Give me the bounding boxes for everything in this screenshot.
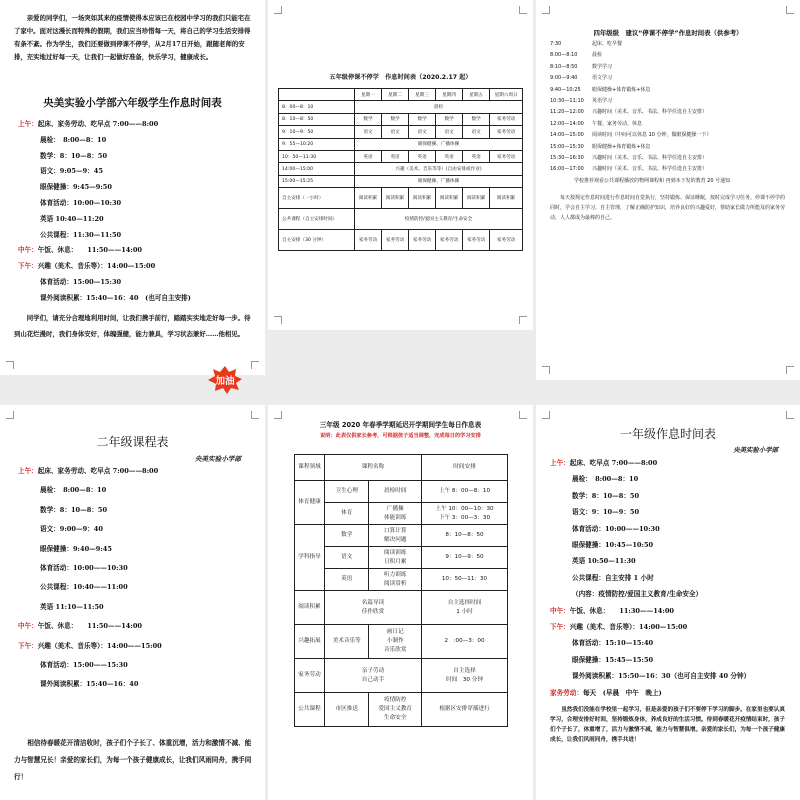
schedule-row <box>40 504 107 514</box>
schedule-item-text: 午饭、休息： 11:30——14:00 <box>569 606 674 615</box>
schedule-item-text: 数学：8：10—8：50 <box>40 505 108 514</box>
time-cell: 自主选择 时间 30 分钟 <box>422 659 508 693</box>
schedule-item-text: 每天 (早晨 中午 晚上) <box>582 688 662 697</box>
schedule-item-text: 公共课程：10:40——11:00 <box>40 583 128 592</box>
time-list-activity: 数学学习 <box>592 63 613 70</box>
table-header-cell: 星期一 <box>355 89 382 101</box>
subject-cell: 英语 <box>325 569 369 591</box>
schedule-item-text: 体育活动：15:00——15:30 <box>40 661 128 669</box>
table-cell: 数学 <box>409 113 436 125</box>
schedule-row <box>18 244 142 254</box>
table-cell: 阅读积累 <box>409 188 436 209</box>
schedule-item-text: 眼保健操：10:45—10:50 <box>572 541 654 549</box>
row-time-cell: 公共课程（自主安排时间） <box>279 209 355 230</box>
table-cell: 家务劳动 <box>382 230 409 251</box>
table-row <box>295 659 508 693</box>
schedule-item-text: 午饭、休息： 11:50——14:00 <box>37 622 142 631</box>
table-cell: 数学 <box>382 113 409 125</box>
schedule-row <box>18 640 162 650</box>
grade3-title: 三年级 2020 年春季学期延迟开学期间学生每日作息表 <box>319 421 482 429</box>
time-list-time: 8:00—8:10 <box>550 52 578 59</box>
subject-cell: 体育 <box>325 503 369 525</box>
grade5-timetable <box>278 88 523 251</box>
table-row <box>279 138 523 150</box>
grade4-schedule-page <box>536 0 800 380</box>
schedule-item-text: 英语 10:50—11:30 <box>572 557 636 566</box>
time-list-activity: 兴趣时间（美术、音乐、书法、科学任选自主安排） <box>592 109 708 116</box>
table-row <box>279 150 523 162</box>
time-list-row <box>550 40 622 47</box>
schedule-row <box>18 620 142 630</box>
row-span-cell: 疫情防控/爱国主义教育/生命安全 <box>355 209 523 230</box>
subject-cell: 美术音乐等 <box>325 625 369 659</box>
subject-cell: 卫生心理 <box>325 481 369 503</box>
table-row <box>279 163 523 175</box>
grade6-title: 央美实验小学部六年级学生作息时间表 <box>43 97 222 109</box>
grade2-title: 二年级课程表 <box>96 435 169 449</box>
schedule-row <box>40 581 128 591</box>
table-header-cell: 课程名称 <box>325 455 422 481</box>
schedule-item-text: 课外阅读积累：15:40—16：40 (也可自主安排) <box>40 293 191 302</box>
table-cell: 阅读积累 <box>490 188 523 209</box>
schedule-item-text: 眼保健操：9:40—9:45 <box>40 544 112 553</box>
time-cell: 10：50—11：30 <box>422 569 508 591</box>
subject-cell: 数学 <box>325 525 369 547</box>
time-list-activity: 阅读时间（中间可以休息 10 分钟，做眼保健操一下） <box>592 132 712 139</box>
schedule-row <box>18 465 158 475</box>
schedule-period-label: 家务劳动： <box>550 688 583 697</box>
table-cell: 数学 <box>463 113 490 125</box>
schedule-item-text: 体育活动：10:00——10:30 <box>40 564 128 572</box>
table-cell: 家务劳动 <box>436 230 463 251</box>
table-header-cell: 星期五 <box>463 89 490 101</box>
course-name-cell: 名篇导读 佳作欣赏 <box>325 591 422 625</box>
schedule-row <box>40 678 138 688</box>
schedule-item-text: 兴趣（美术、音乐等）：14:00—15:00 <box>37 262 156 271</box>
time-list-row <box>550 108 707 115</box>
table-cell: 家务劳动 <box>490 113 523 125</box>
schedule-item-text: 体育活动：10:00—10:30 <box>40 199 122 207</box>
table-header-cell: 星期二 <box>382 89 409 101</box>
time-list-time: 12:00—14:00 <box>550 120 584 127</box>
table-cell: 英语 <box>463 150 490 162</box>
time-list-note: 学校推荐观看公共课程播放的物网课程和 再到本下发的教育 20 号通知 <box>574 177 731 184</box>
table-row <box>295 547 508 569</box>
schedule-item-text: 课外阅读积累：15:40—16：40 <box>40 680 139 689</box>
time-list-activity: 英语学习 <box>592 98 613 104</box>
subject-cell: 语文 <box>325 547 369 569</box>
time-list-time: 14:00—15:00 <box>550 132 584 139</box>
schedule-row <box>572 588 702 598</box>
grade5-title: 五年级停课不停学 作息时间表（2020.2.17 起） <box>329 74 472 81</box>
schedule-row <box>572 572 654 582</box>
time-cell: 8：10—8：50 <box>422 525 508 547</box>
table-row <box>279 230 523 251</box>
table-cell: 数学 <box>436 113 463 125</box>
schedule-item-text: 数学：8：10—8：50 <box>40 151 108 160</box>
row-time-cell: 自主安排（30 分钟） <box>279 230 355 251</box>
time-list-time: 10:30—11:10 <box>550 98 584 104</box>
table-header-cell: 星期四 <box>436 89 463 101</box>
row-span-cell: 晨检 <box>355 101 523 113</box>
time-cell: 2 :00—3：00 <box>422 625 508 659</box>
table-cell: 家务劳动 <box>490 150 523 162</box>
schedule-item-text: 语文：9:00—9：40 <box>40 525 103 534</box>
domain-cell: 家务劳动 <box>295 659 325 693</box>
table-cell: 语文 <box>382 126 409 138</box>
schedule-period-label: 中午： <box>550 606 570 615</box>
row-time-cell: 自主安排（一小时） <box>279 188 355 209</box>
schedule-row <box>40 197 121 207</box>
schedule-item-text: 起床、家务劳动、吃早点 7:00——8:00 <box>37 467 159 475</box>
table-cell: 家务劳动 <box>355 230 382 251</box>
table-cell: 阅读积累 <box>463 188 490 209</box>
schedule-item-text: 数学：8：10—8：50 <box>572 491 640 500</box>
time-list-activity: 午餐、家务劳动、休息 <box>592 120 643 127</box>
schedule-row <box>550 621 687 631</box>
table-cell: 语文 <box>436 126 463 138</box>
table-row <box>295 503 508 525</box>
schedule-row <box>40 150 107 160</box>
time-list-time: 8:10—8:50 <box>550 63 578 70</box>
table-cell: 数学 <box>355 113 382 125</box>
table-row <box>295 591 508 625</box>
course-name-cell: 广播操 体能训练 <box>369 503 422 525</box>
row-span-cell: 眼保健操、广播体操 <box>355 175 523 187</box>
grade1-school: 央美实验小学部 <box>733 446 778 454</box>
schedule-item-text: （内容：疫情防控/爱国主义教育/生命安全） <box>572 590 703 599</box>
course-name-cell: 口算计算 解决问题 <box>369 525 422 547</box>
schedule-row <box>550 605 674 615</box>
grade3-timetable <box>294 454 508 727</box>
time-list-row <box>550 97 612 104</box>
table-cell: 英语 <box>355 150 382 162</box>
row-time-cell: 9：10—9：50 <box>279 126 355 138</box>
table-cell: 英语 <box>436 150 463 162</box>
table-row <box>295 625 508 659</box>
schedule-row <box>40 543 112 553</box>
table-row <box>279 101 523 113</box>
time-list-time: 16:00—17:00 <box>550 166 584 173</box>
time-list-activity: 语文学习 <box>592 75 613 82</box>
schedule-row <box>572 670 750 680</box>
grade2-schedule-page <box>0 405 265 800</box>
table-row <box>295 525 508 547</box>
grade3-schedule-page <box>268 405 533 800</box>
cheer-badge-text: 加油 <box>215 376 235 387</box>
course-name-cell: 疫情防控 爱国主义教育 生命安全 <box>369 693 422 727</box>
schedule-row <box>572 523 660 533</box>
schedule-item-text: 体育活动：15:00—15:30 <box>40 278 122 286</box>
schedule-row <box>572 654 653 664</box>
table-cell: 英语 <box>409 150 436 162</box>
course-name-cell: 画日记 小制作 音乐欣赏 <box>369 625 422 659</box>
schedule-row <box>572 539 653 549</box>
schedule-item-text: 晨检： 8:00—8：10 <box>572 475 639 484</box>
schedule-row <box>40 181 112 191</box>
schedule-item-text: 眼保健操：15:45—15:50 <box>572 655 654 664</box>
schedule-item-text: 体育活动：15:10—15:40 <box>572 639 654 648</box>
schedule-row <box>18 118 158 128</box>
table-row <box>295 569 508 591</box>
time-list-activity: 眼保健操+体育锻炼+休息 <box>592 143 651 150</box>
table-cell: 语文 <box>355 126 382 138</box>
table-cell: 家务劳动 <box>409 230 436 251</box>
schedule-item-text: 晨检： 8:00—8：10 <box>40 486 107 495</box>
schedule-row <box>40 213 104 223</box>
row-time-cell: 15:00—15:25 <box>279 175 355 187</box>
course-name-cell: 听力训练 阅读赏析 <box>369 569 422 591</box>
time-list-activity: 起床、吃早餐 <box>592 41 623 47</box>
schedule-period-label: 中午： <box>18 622 38 631</box>
schedule-period-label: 下午： <box>18 262 38 271</box>
schedule-row <box>18 260 155 270</box>
table-row <box>279 209 523 230</box>
subject-cell: 市区推送 <box>325 693 369 727</box>
table-cell: 家务劳动 <box>463 230 490 251</box>
schedule-row <box>40 659 128 669</box>
table-header-cell: 星期三 <box>409 89 436 101</box>
schedule-item-text: 眼保健操：9:45—9:50 <box>40 183 112 192</box>
course-name-cell: 亲子劳动 自己动手 <box>325 659 422 693</box>
row-time-cell: 10：50—11:30 <box>279 150 355 162</box>
time-list-row <box>550 120 642 127</box>
time-list-activity: 兴趣时间（美术、音乐、书法、科学任选自主安排） <box>592 166 708 173</box>
grade1-schedule-page <box>536 405 800 800</box>
grade2-outro: 相信待春暖花开清洁收时，孩子们个子长了、体重沉增，活力和激情不减、能力与智慧兄长！亲爱的家长们，为每一个孩子健康成长，让我们风雨同舟，携手同行！ <box>14 739 252 781</box>
grade3-subtitle: 说明：此表仅供家长参考，可根据孩子适当调整，完成每日的学习安排 <box>320 433 481 439</box>
time-cell: 自主选择时间 1 小时 <box>422 591 508 625</box>
table-row <box>279 126 523 138</box>
domain-cell: 阅读积累 <box>295 591 325 625</box>
time-list-row <box>550 86 650 93</box>
schedule-row <box>550 457 657 467</box>
schedule-item-text: 公共课程：自主安排 1 小时 <box>572 573 654 582</box>
time-cell: 根据区安排穿插进行 <box>422 693 508 727</box>
schedule-item-text: 起床、家务劳动、吃早点 7:00——8:00 <box>37 120 159 128</box>
table-row <box>279 175 523 187</box>
schedule-row <box>550 687 662 697</box>
row-time-cell: 8：00—8：10 <box>279 101 355 113</box>
domain-cell: 公共课程 <box>295 693 325 727</box>
schedule-row <box>40 292 191 302</box>
time-list-time: 15:30—16:30 <box>550 155 584 161</box>
grade6-schedule-page <box>0 0 265 375</box>
schedule-row <box>40 165 103 175</box>
table-cell: 阅读积累 <box>436 188 463 209</box>
schedule-item-text: 体育活动：10:00——10:30 <box>572 524 660 533</box>
schedule-item-text: 起床、吃早点 7:00——8:00 <box>569 459 658 467</box>
table-cell: 阅读积累 <box>382 188 409 209</box>
time-list-time: 15:00—15:30 <box>550 143 584 150</box>
domain-cell: 兴趣拓展 <box>295 625 325 659</box>
time-list-row <box>550 154 707 161</box>
grade5-schedule-page <box>268 0 533 330</box>
table-header-row <box>295 455 508 481</box>
table-cell: 英语 <box>382 150 409 162</box>
schedule-row <box>40 276 121 286</box>
time-list-row <box>550 51 602 58</box>
schedule-period-label: 上午： <box>18 120 38 128</box>
table-header-cell: 时间安排 <box>422 455 508 481</box>
schedule-row <box>40 601 104 611</box>
row-time-cell: 14:00—15:00 <box>279 163 355 175</box>
time-list-time: 11:20—12:00 <box>550 109 584 116</box>
time-cell: 上午 8：00—8：10 <box>422 481 508 503</box>
schedule-item-text: 晨检： 8:00—8：10 <box>40 135 107 144</box>
schedule-row <box>572 506 639 516</box>
time-list-row <box>550 63 612 70</box>
schedule-row <box>40 229 121 239</box>
time-list-activity: 眼保健操+体育锻炼+休息 <box>592 86 651 93</box>
time-list-time: 9:40—10:25 <box>550 86 581 93</box>
schedule-row <box>572 473 638 483</box>
schedule-row <box>40 134 106 144</box>
schedule-period-label: 上午： <box>18 467 38 475</box>
schedule-item-text: 语文：9：10—9：50 <box>572 508 640 517</box>
schedule-item-text: 公共课程：11:30—11:50 <box>40 230 122 239</box>
table-cell: 语文 <box>463 126 490 138</box>
time-list-activity: 晨检 <box>592 52 603 59</box>
grade4-note: 每天按规定作息时间进行作息时间自觉执行，坚持锻炼、保证睡眠，按时完成学习任务。停课不停学的同时，学会自主学习、自主管理，了解正确防护知识，培养良好的兴趣爱好，帮助家长做力所能及的家务劳动，人人都成为最棒的自己。 <box>550 195 786 221</box>
time-list-time: 9:00—9:40 <box>550 75 578 82</box>
schedule-item-text: 午饭、休息： 11:50——14:00 <box>37 246 142 255</box>
table-cell: 阅读积累 <box>355 188 382 209</box>
table-cell: 语文 <box>409 126 436 138</box>
grade6-intro: 亲爱的同学们，一场突如其来的疫情使得本应该已在校园中学习的我们只能宅在了家中。面对这漫长而特殊的假期，我们应当珍惜每一天，将自己的学习生活安排得有条不紊。作为学生，我们还要做到停课不停学，从2月17日开始，跟随老师的安排，充实地过好每一天，让我们一起做好准备，快乐学习，健康成长。 <box>14 14 251 61</box>
schedule-row <box>572 490 639 500</box>
schedule-period-label: 上午： <box>550 459 570 467</box>
time-list-row <box>550 131 712 138</box>
schedule-item-text: 兴趣（美术、音乐等）：14:00—15:00 <box>569 623 688 631</box>
grade1-title: 一年级作息时间表 <box>619 427 716 441</box>
schedule-period-label: 下午： <box>550 623 570 631</box>
schedule-item-text: 兴趣（美术、音乐等）：14:00——15:00 <box>37 641 162 650</box>
grade6-outro: 同学们，请充分合理地利用时间，让我们携手前行，踏踏实实地走好每一步。待到山花烂漫时，我们身体安好，体魄强健，能力兼具，学习状态兼好……他相见。 <box>14 314 251 338</box>
schedule-period-label: 下午： <box>18 641 38 650</box>
table-cell: 家务劳动 <box>490 230 523 251</box>
row-span-cell: 眼保健操、广播体操 <box>355 138 523 150</box>
table-header-cell: 课程领域 <box>295 455 325 481</box>
schedule-item-text: 英语 10:40—11:20 <box>40 214 104 223</box>
time-list-activity: 兴趣时间（美术、音乐、书法、科学任选自主安排） <box>592 155 708 161</box>
time-list-row <box>550 165 707 172</box>
schedule-item-text: 语文：9:05—9：45 <box>40 167 103 176</box>
row-time-cell: 8：10—8：50 <box>279 113 355 125</box>
schedule-item-text: 英语 11:10—11:50 <box>40 602 104 611</box>
row-time-cell: 9：55—10:20 <box>279 138 355 150</box>
table-row <box>279 113 523 125</box>
time-cell: 上午 10：00—10：30 下午 3：00—3：30 <box>422 503 508 525</box>
time-list-row <box>550 74 612 81</box>
time-list-time: 7:30 <box>550 41 562 47</box>
table-header-cell <box>279 89 355 101</box>
schedule-item-text: 课外阅读积累：15:50—16：30（也可自主安排 40 分钟） <box>572 672 751 681</box>
schedule-row <box>40 484 106 494</box>
cheer-badge <box>208 366 242 394</box>
domain-cell: 学科指导 <box>295 525 325 591</box>
table-header-cell: 星期六周日 <box>490 89 523 101</box>
schedule-row <box>572 555 636 565</box>
schedule-row <box>40 562 128 572</box>
grade1-outro: 虽然我们没能在学校里一起学习，但是亲爱的孩子们不要停下学习的脚步。在家里也要认真学习，合理安排好时间，坚持锻炼身体，养成良好的生活习惯。待到春暖花开疫情结束时，孩子们个子长了，体重增了，活力与激情不减，能力与智慧俱增。亲爱的家长们，为每一个孩子健康成长，让我们风雨同舟，携手共进！ <box>550 707 785 743</box>
row-span-cell: 兴趣（美术、音乐等等）(自由安排或作业) <box>355 163 523 175</box>
domain-cell: 体育健康 <box>295 481 325 525</box>
table-row <box>279 188 523 209</box>
time-cell: 9：10—9：50 <box>422 547 508 569</box>
schedule-row <box>40 523 103 533</box>
schedule-period-label: 中午： <box>18 246 38 255</box>
course-name-cell: 晨检时间 <box>369 481 422 503</box>
course-name-cell: 阅读训练 日积月累 <box>369 547 422 569</box>
grade4-title: 四年级级 建议“停课不停学”作息时间表（供参考） <box>593 29 743 37</box>
schedule-row <box>572 637 653 647</box>
table-header-row <box>279 89 523 101</box>
time-list-row <box>550 143 650 150</box>
table-row <box>295 481 508 503</box>
table-cell: 家务劳动 <box>490 126 523 138</box>
table-row <box>295 693 508 727</box>
grade2-school: 央美实验小学部 <box>194 455 241 463</box>
